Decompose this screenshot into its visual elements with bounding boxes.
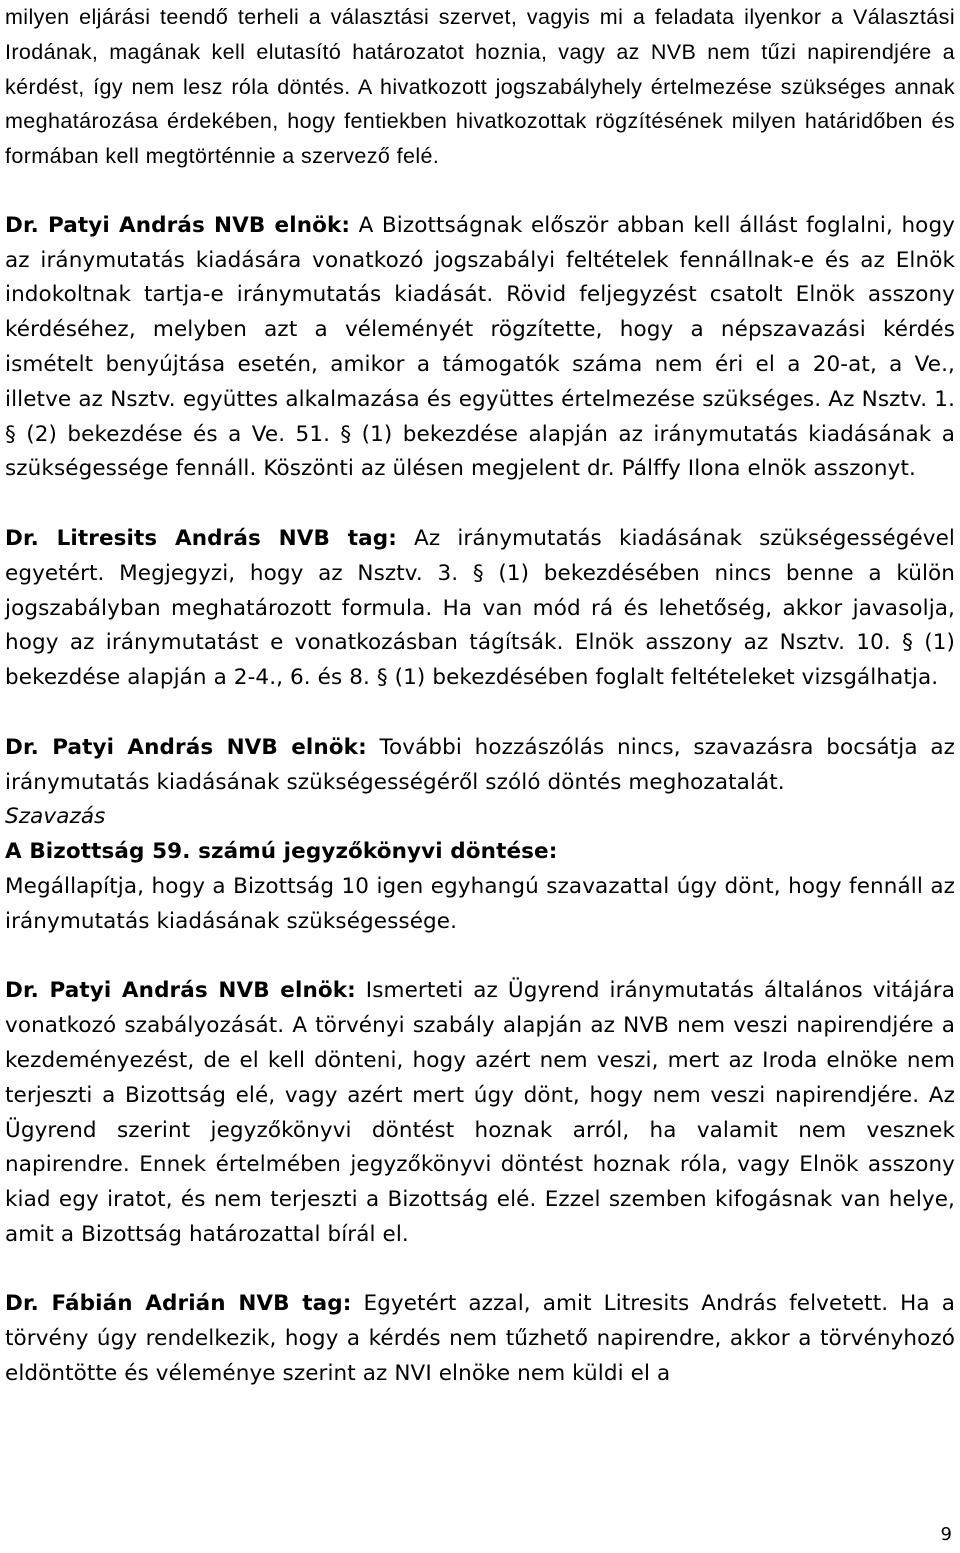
speaker-paragraph [5, 522, 955, 696]
paragraph: milyen eljárási teendő terheli a választási szervet, vagyis mi a feladata ilyenkor a Választási Irodának, magának kell elutasító határozatot hoznia, vagy az NVB nem tűzi napirendjére a kérdést, így nem lesz róla döntés. A hivatkozott jogszabályhely értelmezése szükséges annak meghatározása érdekében, hogy fentiekben hivatkozottak rögzítésének milyen határidőben és formában kell megtörténnie a szervező felé. [5, 5, 955, 169]
speaker-name: Dr. Patyi András NVB elnök: [5, 978, 356, 1004]
opening-paragraph-block [5, 0, 955, 174]
speaker-paragraph [5, 209, 955, 487]
page-number: 9 [940, 1524, 952, 1545]
speaker-text: Egyetért azzal, amit Litresits András felvetett. Ha a törvény úgy rendelkezik, hogy a kérdés nem tűzhető napirendre, akkor a törvényhozó eldöntötte és véleménye szerint az NVI elnöke nem küldi el a [5, 1291, 955, 1387]
speaker-text: Ismerteti az Ügyrend iránymutatás általános vitájára vonatkozó szabályozását. A törvényi szabály alapján az NVB nem veszi napirendjére a kezdeményezést, de el kell dönteni, hogy azért nem veszi, mert az Iroda elnöke nem terjeszti a Bizottság elé, vagy azért mert úgy dönt, hogy nem veszi napirendjére. Az Ügyrend szerint jegyzőkönyvi döntést hoznak arról, ha valamit nem vesznek napirendre. Ennek értelmében jegyzőkönyvi döntést hoznak róla, vagy Elnök asszony kiad egy iratot, és nem terjeszti a Bizottság elé. Ezzel szemben kifogásnak van helye, amit a Bizottság határozattal bírál el. [5, 978, 956, 1247]
speaker-text: A Bizottságnak először abban kell állást foglalni, hogy az iránymutatás kiadására vonatkozó jogszabályi feltételek fennállnak-e és az Elnök indokoltnak tartja-e iránymutatás kiadását. Rövid feljegyzést csatolt Elnök asszony kérdéséhez, melyben azt a véleményét rögzítette, hogy a népszavazási kérdés ismételt benyújtása esetén, amikor a támogatók száma nem éri el a 20-at, a Ve., illetve az Nsztv. együttes alkalmazása és együttes értelmezése szükséges. Az Nsztv. 1. § (2) bekezdése és a Ve. 51. § (1) bekezdése alapján az iránymutatás kiadásának a szükségessége fennáll. Köszönti az ülésen megjelent dr. Pálffy Ilona elnök asszonyt. [5, 212, 956, 482]
speaker-paragraph [5, 974, 955, 1252]
document-page [5, 0, 955, 1392]
speaker-text: További hozzászólás nincs, szavazásra bocsátja az iránymutatás kiadásának szükségességéről szóló döntés meghozatalát. [5, 734, 956, 795]
speaker-paragraph [5, 731, 955, 801]
speaker-name: Dr. Patyi András NVB elnök: [5, 734, 367, 760]
decision-title: A Bizottság 59. számú jegyzőkönyvi döntése: [5, 839, 558, 865]
speaker-name: Dr. Fábián Adrián NVB tag: [5, 1291, 352, 1317]
speaker-text: Az iránymutatás kiadásának szükségességével egyetért. Megjegyzi, hogy az Nsztv. 3. § (1) bekezdésében nincs benne a külön jogszabályban meghatározott formula. Ha van mód rá és lehetőség, akkor javasolja, hogy az iránymutatást e vonatkozásban tágítsák. Elnök asszony az Nsztv. 10. § (1) bekezdése alapján a 2-4., 6. és 8. § (1) bekezdésében foglalt feltételeket vizsgálhatja. [5, 525, 955, 691]
vote-label: Szavazás [5, 804, 106, 830]
speaker-name: Dr. Litresits András NVB tag: [5, 525, 397, 551]
speaker-name: Dr. Patyi András NVB elnök: [5, 212, 351, 238]
decision-text: Megállapítja, hogy a Bizottság 10 igen egyhangú szavazattal úgy dönt, hogy fennáll az iránymutatás kiadásának szükségessége. [5, 873, 955, 934]
speaker-paragraph [5, 1287, 955, 1391]
